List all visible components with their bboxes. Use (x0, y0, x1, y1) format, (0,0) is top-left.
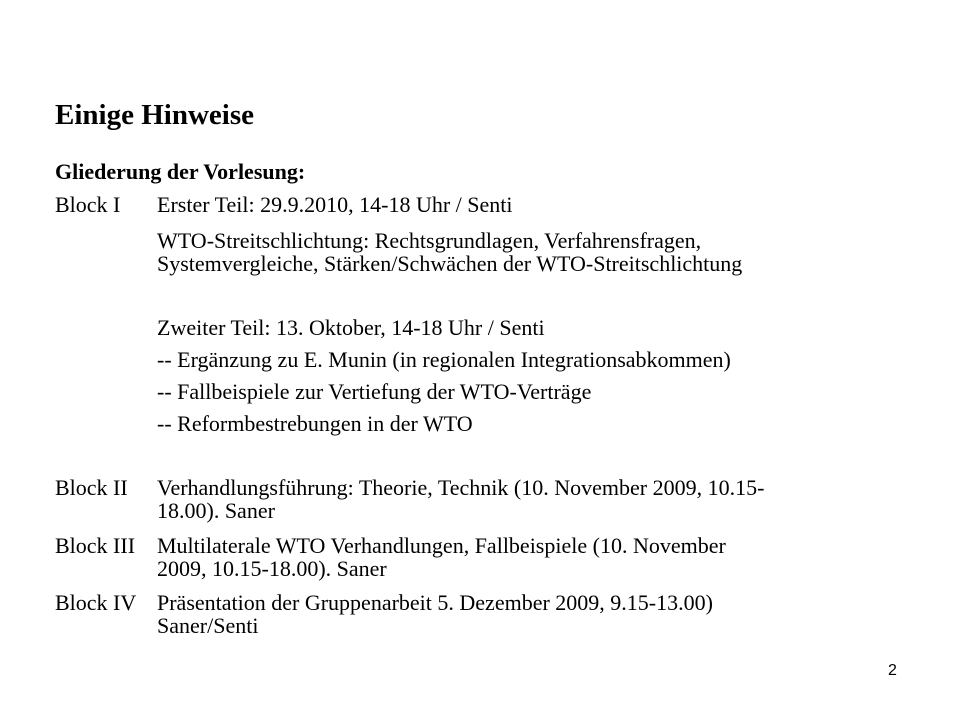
block-iv-label: Block IV (55, 590, 137, 615)
block-iii-label: Block III (55, 533, 136, 558)
block-i-part2-text: Zweiter Teil: 13. Oktober, 14-18 Uhr / Senti (157, 315, 545, 340)
block-iii-line-2: 2009, 10.15-18.00). Saner (157, 556, 387, 581)
page-number: 2 (888, 662, 897, 679)
block-ii-label: Block II (55, 475, 128, 500)
bullet-item: -- Reformbestrebungen in der WTO (157, 411, 473, 436)
block-iv-line-2: Saner/Senti (157, 613, 259, 638)
slide-title: Einige Hinweise (55, 99, 254, 131)
block-i-desc-line-2: Systemvergleiche, Stärken/Schwächen der WTO-Streitschlichtung (157, 251, 743, 276)
bullet-item: -- Ergänzung zu E. Munin (in regionalen Integrationsabkommen) (157, 347, 731, 372)
block-i-desc-line-1: WTO-Streitschlichtung: Rechtsgrundlagen, Verfahrensfragen, (157, 228, 702, 253)
block-ii-line-1: Verhandlungsführung: Theorie, Technik (10. November 2009, 10.15- (157, 475, 765, 500)
bullet-item: -- Fallbeispiele zur Vertiefung der WTO-Verträge (157, 379, 592, 404)
block-i-label: Block I (55, 192, 121, 217)
block-iv-line-1: Präsentation der Gruppenarbeit 5. Dezember 2009, 9.15-13.00) (157, 590, 713, 615)
section-heading: Gliederung der Vorlesung: (55, 159, 306, 184)
block-iii-line-1: Multilaterale WTO Verhandlungen, Fallbeispiele (10. November (157, 533, 726, 558)
block-ii-line-2: 18.00). Saner (157, 498, 275, 523)
block-i-part1-text: Erster Teil: 29.9.2010, 14-18 Uhr / Senti (157, 192, 513, 217)
